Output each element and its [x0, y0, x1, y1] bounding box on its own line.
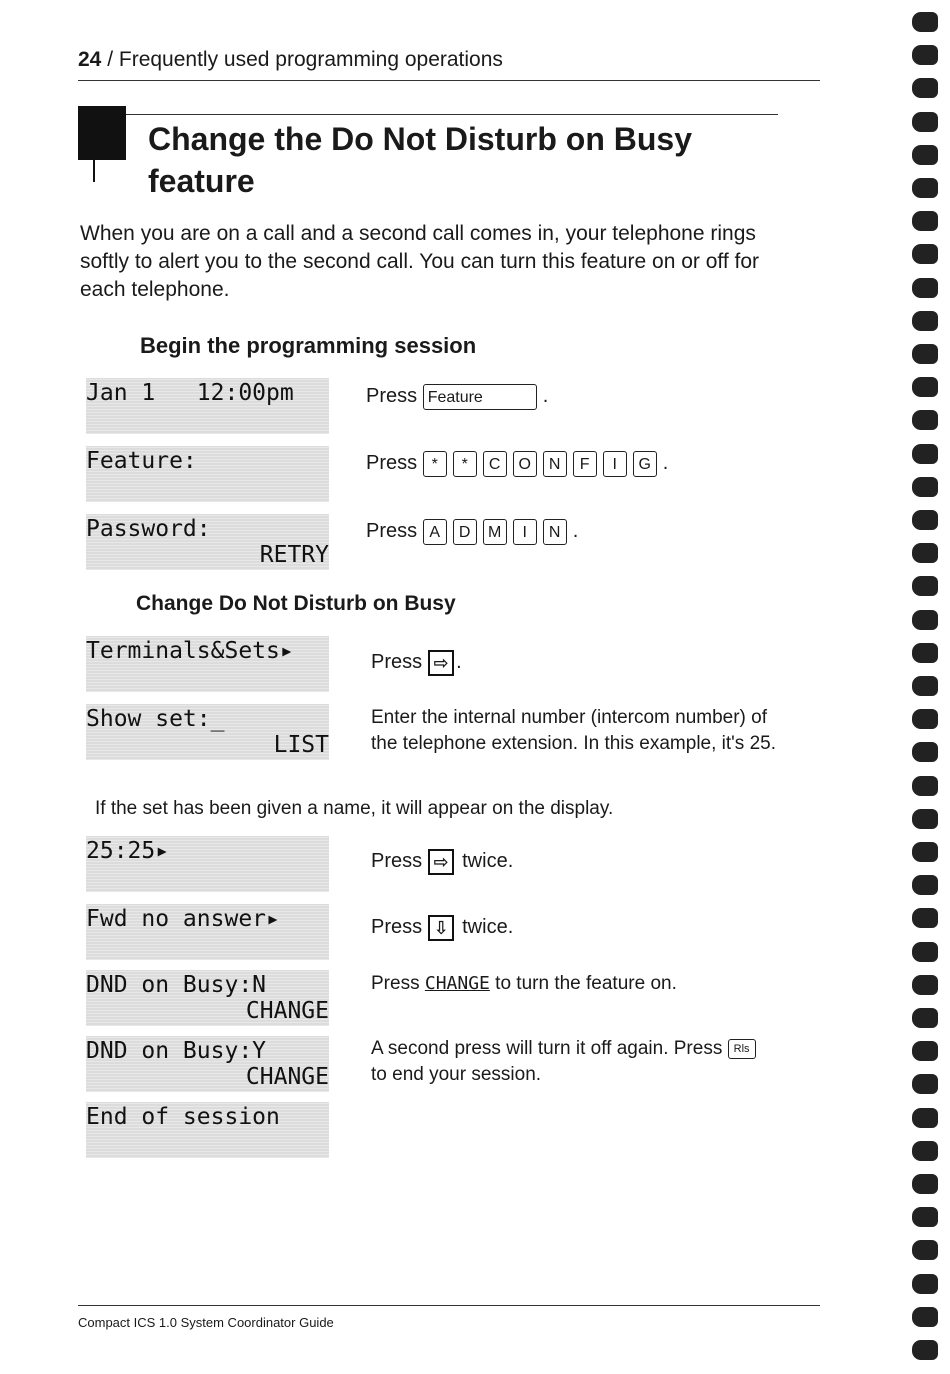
instruction-suffix: twice.	[462, 850, 514, 872]
footer-rule	[78, 1305, 820, 1306]
binding-hole	[912, 311, 938, 331]
press-label: Press	[371, 973, 420, 994]
right-arrow-key-icon: ⇨	[428, 849, 454, 875]
binding-hole	[912, 1074, 938, 1094]
binding-hole	[912, 145, 938, 165]
binding-hole	[912, 875, 938, 895]
star-key: *	[453, 451, 477, 477]
binding-hole	[912, 377, 938, 397]
binding-hole	[912, 908, 938, 928]
binding-hole	[912, 975, 938, 995]
binding-hole	[912, 112, 938, 132]
lcd-display	[86, 904, 329, 960]
lcd-display	[86, 1036, 329, 1092]
binding-hole	[912, 776, 938, 796]
change-softkey-label: CHANGE	[424, 973, 490, 994]
dial-key-g: G	[633, 451, 657, 477]
binding-hole	[912, 942, 938, 962]
press-label: Press	[371, 850, 423, 872]
binding-hole	[912, 1274, 938, 1294]
punct: .	[456, 651, 462, 673]
binding-hole	[912, 742, 938, 762]
footer: Compact ICS 1.0 System Coordinator Guide	[78, 1315, 334, 1330]
binding-hole	[912, 676, 938, 696]
instruction	[366, 383, 548, 410]
binding-hole	[912, 78, 938, 98]
lcd-display	[86, 704, 329, 760]
lcd-line-1: Terminals&Sets▸	[86, 638, 294, 664]
page-number: 24	[78, 48, 102, 71]
instruction-suffix: to turn the feature on.	[495, 973, 677, 994]
lcd-line-1: 25:25▸	[86, 838, 170, 864]
header-rule	[78, 80, 820, 81]
binding-hole	[912, 1108, 938, 1128]
lcd-line-2: LIST	[273, 732, 329, 758]
header-title: Frequently used programming operations	[118, 48, 503, 71]
binding-hole	[912, 643, 938, 663]
binding-hole	[912, 211, 938, 231]
instruction-text: to end your session.	[371, 1064, 542, 1085]
binding-hole	[912, 410, 938, 430]
lcd-display	[86, 514, 329, 570]
binding-hole	[912, 344, 938, 364]
press-label: Press	[371, 916, 423, 938]
binding-hole	[912, 477, 938, 497]
binding-hole	[912, 1041, 938, 1061]
instruction-suffix: twice.	[462, 916, 514, 938]
lcd-line-1: Password:	[86, 516, 211, 542]
running-header	[78, 48, 503, 72]
release-key: Rls	[728, 1039, 756, 1059]
binding-hole	[912, 1141, 938, 1161]
dial-key-o: O	[513, 451, 537, 477]
lcd-display	[86, 446, 329, 502]
instruction-text: A second press will turn it off again. Press	[371, 1038, 723, 1059]
lcd-line-2: CHANGE	[245, 998, 329, 1024]
lcd-line-1: Fwd no answer▸	[86, 906, 280, 932]
press-label: Press	[371, 651, 423, 673]
binding-hole	[912, 1340, 938, 1360]
dial-key-c: C	[483, 451, 507, 477]
instruction	[371, 1036, 771, 1088]
lcd-display	[86, 1102, 329, 1158]
instruction	[366, 450, 668, 477]
subheading-begin: Begin the programming session	[140, 333, 477, 358]
instruction	[371, 914, 513, 941]
lcd-display	[86, 636, 329, 692]
intro-paragraph: When you are on a call and a second call comes in, your telephone rings softly to alert you to the second call. You can turn this feature on or off for each telephone.	[80, 222, 760, 301]
press-label: Press	[366, 520, 418, 542]
header-separator: /	[101, 48, 119, 71]
lcd-display	[86, 970, 329, 1026]
dial-key-n: N	[543, 519, 567, 545]
instruction-text: Enter the internal number (intercom number) of the telephone extension. In this example, it's 25.	[371, 707, 776, 754]
binding-hole	[912, 444, 938, 464]
section-marker-line	[93, 118, 95, 182]
note: If the set has been given a name, it will appear on the display.	[95, 798, 614, 819]
binding-hole	[912, 178, 938, 198]
punct: .	[662, 452, 669, 474]
subheading-change: Change Do Not Disturb on Busy	[136, 592, 456, 615]
right-arrow-key-icon: ⇨	[428, 650, 454, 676]
binding-hole	[912, 1207, 938, 1227]
lcd-line-1: Show set:_	[86, 706, 225, 732]
binding-hole	[912, 576, 938, 596]
star-key: *	[423, 451, 447, 477]
binding-hole	[912, 12, 938, 32]
lcd-display	[86, 836, 329, 892]
binding-hole	[912, 709, 938, 729]
binding-hole	[912, 244, 938, 264]
instruction	[366, 518, 578, 545]
lcd-line-1: DND on Busy:N	[86, 972, 267, 998]
instruction	[371, 971, 677, 997]
lcd-line-1: End of session	[86, 1104, 280, 1130]
section-title: Change the Do Not Disturb on Busy feature	[148, 121, 692, 199]
lcd-display	[86, 378, 329, 434]
binding-hole	[912, 543, 938, 563]
instruction	[371, 649, 462, 676]
feature-key: Feature	[423, 384, 537, 410]
dial-key-i: I	[513, 519, 537, 545]
binding-hole	[912, 610, 938, 630]
binding-hole	[912, 1240, 938, 1260]
binding-hole	[912, 1307, 938, 1327]
binding-hole	[912, 278, 938, 298]
dial-key-f: F	[573, 451, 597, 477]
down-arrow-key-icon: ⇩	[428, 915, 454, 941]
punct: .	[572, 520, 579, 542]
binding-hole	[912, 809, 938, 829]
binding-hole	[912, 45, 938, 65]
title-rule	[126, 114, 778, 115]
dial-key-m: M	[483, 519, 507, 545]
lcd-line-1: Feature:	[86, 448, 197, 474]
dial-key-i: I	[603, 451, 627, 477]
binding-hole	[912, 1174, 938, 1194]
instruction	[371, 848, 513, 875]
lcd-line-2: RETRY	[259, 542, 329, 568]
dial-key-d: D	[453, 519, 477, 545]
binding-hole	[912, 510, 938, 530]
press-label: Press	[366, 452, 418, 474]
lcd-line-1: Jan 1 12:00pm	[86, 380, 294, 406]
section-marker	[78, 106, 126, 160]
punct: .	[542, 385, 549, 407]
binding-hole	[912, 1008, 938, 1028]
binding-hole	[912, 842, 938, 862]
press-label: Press	[366, 385, 418, 407]
lcd-line-1: DND on Busy:Y	[86, 1038, 267, 1064]
dial-key-n: N	[543, 451, 567, 477]
lcd-line-2: CHANGE	[245, 1064, 329, 1090]
dial-key-a: A	[423, 519, 447, 545]
